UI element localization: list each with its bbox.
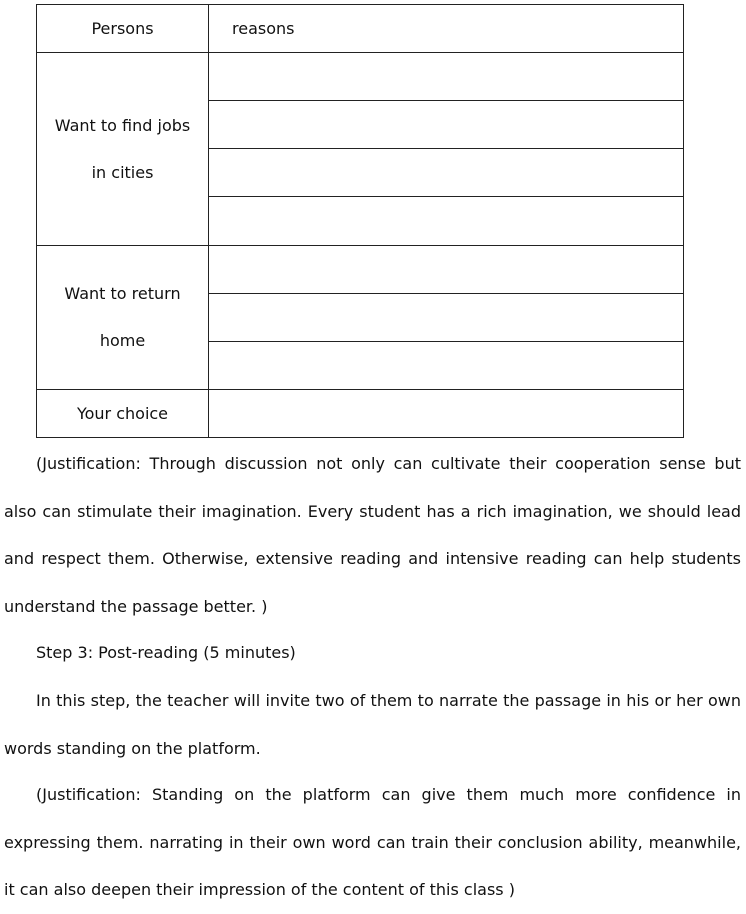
label-return-home-line1: Want to return: [64, 284, 181, 304]
reason-cell: [209, 389, 684, 437]
reason-cell: [209, 53, 684, 101]
header-reasons: reasons: [209, 5, 684, 53]
step3-heading: Step 3: Post-reading (5 minutes): [36, 643, 296, 662]
reason-cell: [209, 149, 684, 197]
justification-paragraph-2: (Justification: Standing on the platform can give them much more confidence in expressing them. narrating in their own word can train their conclusion ability, meanwhile, it can also deepen their impression of the content of this class ): [4, 785, 741, 899]
reason-cell: [209, 197, 684, 245]
reason-cell: [209, 341, 684, 389]
header-persons: Persons: [37, 5, 209, 53]
reason-cell: [209, 245, 684, 293]
label-find-jobs: [37, 53, 209, 245]
label-find-jobs-line1: Want to find jobs: [54, 115, 191, 135]
persons-reasons-table: [36, 4, 684, 438]
reason-cell: [209, 101, 684, 149]
label-return-home: [37, 245, 209, 389]
reason-cell: [209, 293, 684, 341]
label-return-home-line2: home: [99, 331, 146, 351]
justification-paragraph-1: (Justification: Through discussion not only can cultivate their cooperation sense but also can stimulate their imagination. Every student has a rich imagination, we should lead and respect them. Otherwise, extensive reading and intensive reading can help students understand the passage better. ): [4, 454, 741, 616]
label-your-choice: Your choice: [37, 389, 209, 437]
label-find-jobs-line2: in cities: [91, 162, 154, 182]
step3-body: In this step, the teacher will invite two of them to narrate the passage in his or her own words standing on the platform.: [4, 691, 741, 758]
